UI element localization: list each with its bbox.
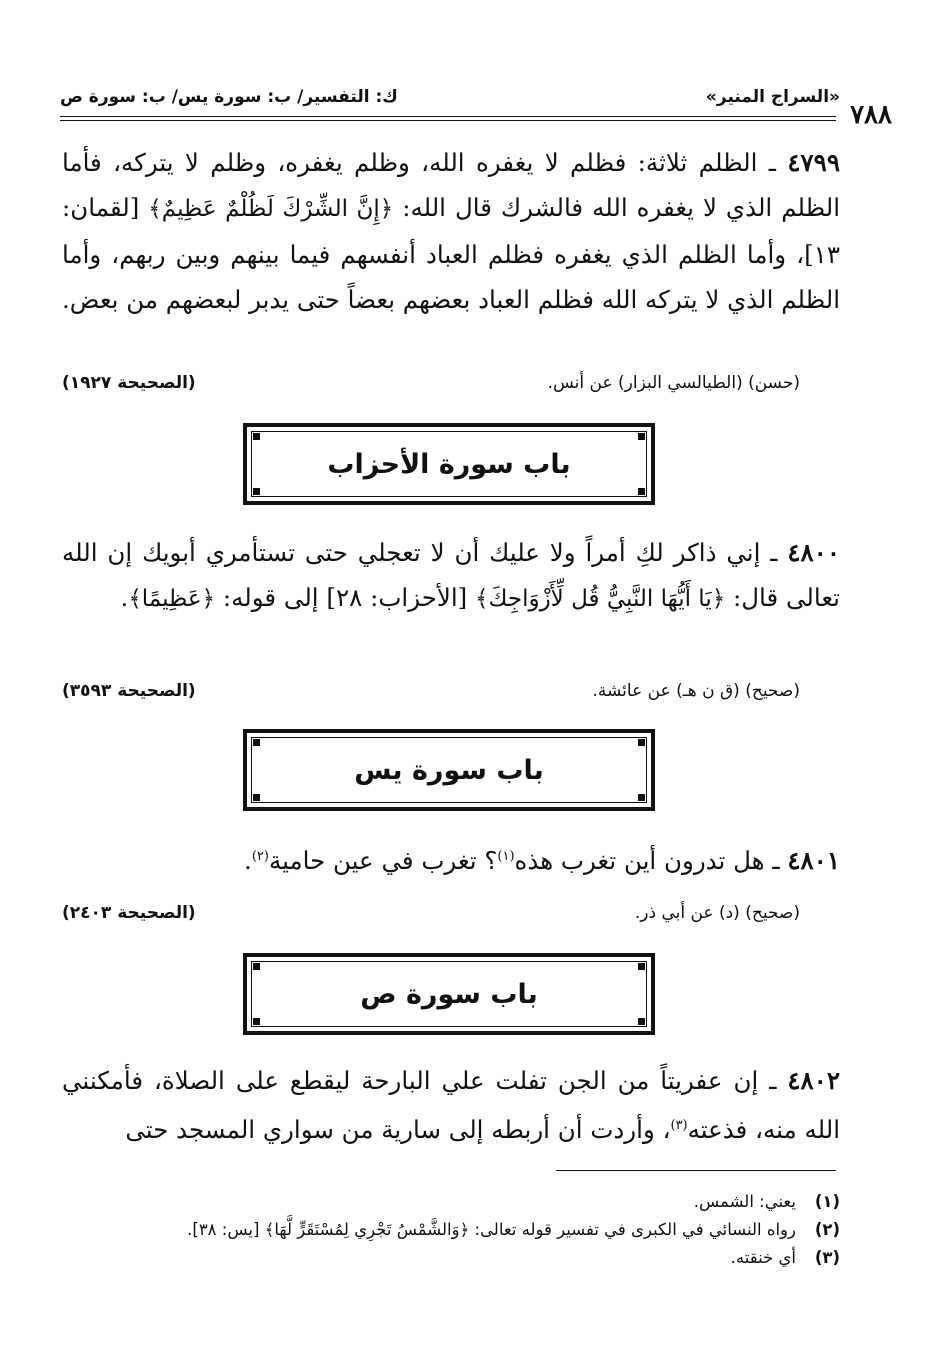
running-header (60, 80, 840, 114)
footnote-text: رواه النسائي في الكبرى في تفسير قوله تعالى: ﴿وَالشَّمْسُ تَجْرِي لِمُسْتَقَرٍّ لَّهَا﴾ [يس: ٣٨]. (187, 1220, 796, 1239)
hadith-number: ٤٨٠١ (787, 846, 840, 876)
hadith-text: ؟ تغرب في عين حامية (268, 846, 498, 876)
footnote-marker[interactable]: (٣) (670, 1118, 688, 1133)
hadith-entry (62, 1058, 840, 1152)
source-row (62, 368, 800, 398)
hadith-text: . (244, 846, 252, 876)
hadith-text: [لقمان: ١٣]، وأما الظلم الذي يغفره فظلم العباد أنفسهم فيما بينهم وبين ربهم، وأما الظلم الذي لا يتركه الله فظلم العباد بعضهم بعضاً حتى يدبر لبعضهم من بعض. (62, 193, 840, 314)
chapter-title: باب سورة الأحزاب (251, 431, 647, 497)
hadith-grade-source: (صحيح) (د) عن أبي ذر. (634, 903, 800, 923)
footnotes (62, 1188, 840, 1272)
hadith-text: ، وأردت أن أربطه إلى سارية من سواري المسجد حتى (125, 1115, 671, 1145)
footnote-text: أي خنقته. (730, 1248, 796, 1267)
hadith-text: ـ الظلم ثلاثة: فظلم لا يغفره الله، وظلم يغفره، وظلم لا يتركه، فأما الظلم الذي لا يغفره الله فالشرك قال الله: (62, 148, 840, 222)
chapter-heading-box (243, 423, 655, 505)
hadith-text: [الأحزاب: ٢٨] إلى قوله: (215, 583, 475, 612)
hadith-entry (62, 140, 840, 322)
footnote-marker[interactable]: (١) (497, 849, 515, 864)
reference-citation: (الصحيحة ٣٥٩٣) (62, 681, 196, 701)
header-rule (60, 120, 836, 121)
hadith-grade-source: (صحيح) (ق ن هـ) عن عائشة. (592, 681, 800, 701)
quran-verse: ﴿إِنَّ الشِّرْكَ لَظُلْمٌ عَظِيمٌ﴾ (148, 196, 394, 222)
quran-verse: ﴿يَا أَيُّهَا النَّبِيُّ قُل لِّأَزْوَاجِكَ﴾ (475, 586, 726, 612)
footnote-item (62, 1216, 840, 1244)
hadith-entry (62, 530, 840, 622)
hadith-text: ـ إن عفريتاً من الجن تفلت علي البارحة ليقطع على الصلاة، فأمكنني الله منه، فذعته (62, 1066, 840, 1145)
hadith-text: . (120, 583, 129, 612)
footnote-text: يعني: الشمس. (693, 1192, 796, 1211)
chapter-title: باب سورة يس (251, 737, 647, 803)
page-number: ٧٨٨ (850, 100, 892, 130)
reference-citation: (الصحيحة ١٩٢٧) (62, 373, 196, 393)
footnote-number: (١) (814, 1192, 840, 1211)
footnote-number: (٣) (814, 1248, 840, 1267)
section-reference: ك: التفسير/ ب: سورة يس/ ب: سورة ص (60, 87, 398, 107)
hadith-number: ٤٨٠٠ (787, 538, 840, 567)
hadith-entry (62, 834, 840, 883)
footnote-separator (556, 1170, 836, 1171)
chapter-heading-box (243, 953, 655, 1035)
reference-citation: (الصحيحة ٢٤٠٣) (62, 903, 196, 923)
hadith-number: ٤٧٩٩ (787, 148, 840, 177)
source-row (62, 676, 800, 706)
quran-verse: ﴿عَظِيمًا﴾ (128, 586, 216, 612)
footnote-item (62, 1244, 840, 1272)
header-rule (60, 116, 836, 117)
footnote-marker[interactable]: (٢) (251, 849, 269, 864)
hadith-grade-source: (حسن) (الطيالسي البزار) عن أنس. (547, 373, 800, 393)
hadith-text: ـ إني ذاكر لكِ أمراً ولا عليك أن لا تعجلي حتى تستأمري أبويك إن الله تعالى قال: (62, 538, 840, 612)
source-row (62, 898, 800, 928)
hadith-text: ـ هل تدرون أين تغرب هذه (514, 846, 788, 876)
chapter-title: باب سورة ص (251, 961, 647, 1027)
hadith-number: ٤٨٠٢ (787, 1066, 840, 1095)
footnote-number: (٢) (814, 1220, 840, 1239)
book-title: «السراج المنير» (705, 87, 840, 107)
chapter-heading-box (243, 729, 655, 811)
footnote-item (62, 1188, 840, 1216)
